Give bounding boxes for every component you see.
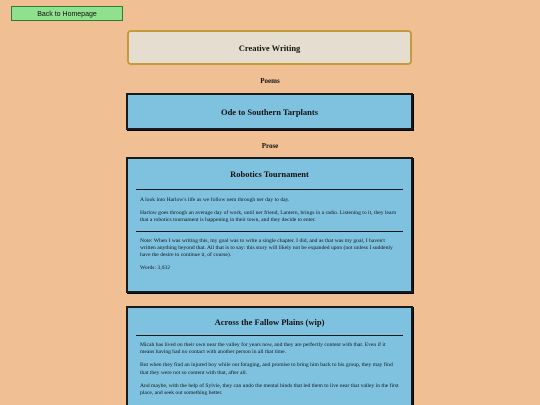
prose-summary	[128, 336, 411, 397]
prose-summary	[128, 190, 411, 225]
prose-card-across-the-fallow-plains[interactable]	[126, 306, 413, 405]
prose-title[interactable]: Robotics Tournament	[230, 169, 309, 179]
summary-paragraph: But when they find an injured boy while out foraging, and promise to bring him back to his group, they may find that they were not so content with that, after all.	[140, 362, 393, 376]
prose-heading: Prose	[261, 142, 279, 150]
poems-heading: Poems	[260, 77, 280, 85]
note-paragraph: Note: When I was writing this, my goal was to write a single chapter. I did, and as that was my goal, I haven't written anything beyond that. All that is to say: this story will likely not be expanded upon (not unless I suddenly have the desire to continue it, of course).	[140, 237, 393, 259]
page-title: Creative Writing	[127, 30, 412, 65]
back-to-homepage-button[interactable]: Back to Homepage	[11, 6, 123, 21]
prose-title[interactable]: Across the Fallow Plains (wip)	[214, 317, 325, 327]
poem-title[interactable]: Ode to Southern Tarplants	[220, 106, 319, 117]
summary-paragraph: And maybe, with the help of Sylvie, they can undo the mental binds that led them to live near that valley in the first place, and seek out something better.	[140, 382, 399, 397]
word-count: Words: 3,032	[140, 265, 171, 272]
prose-card-robotics-tournament[interactable]	[126, 157, 413, 293]
poem-card-ode-to-southern-tarplants[interactable]	[126, 93, 413, 130]
summary-paragraph: Micah has lived on their own near the valley for years now, and they are perfectly content with that. Even if it means having had no contact with another person in all that time.	[140, 342, 386, 356]
summary-paragraph: Harlow goes through an average day of work, until ner friend, Lantern, brings in a radio. Listening to it, they learn that a robotics tournament is happening in their town, and they decide to enter.	[140, 210, 397, 224]
summary-paragraph: A look into Harlow's life as we follow nem through ner day to day.	[140, 197, 290, 203]
prose-note	[128, 232, 411, 273]
